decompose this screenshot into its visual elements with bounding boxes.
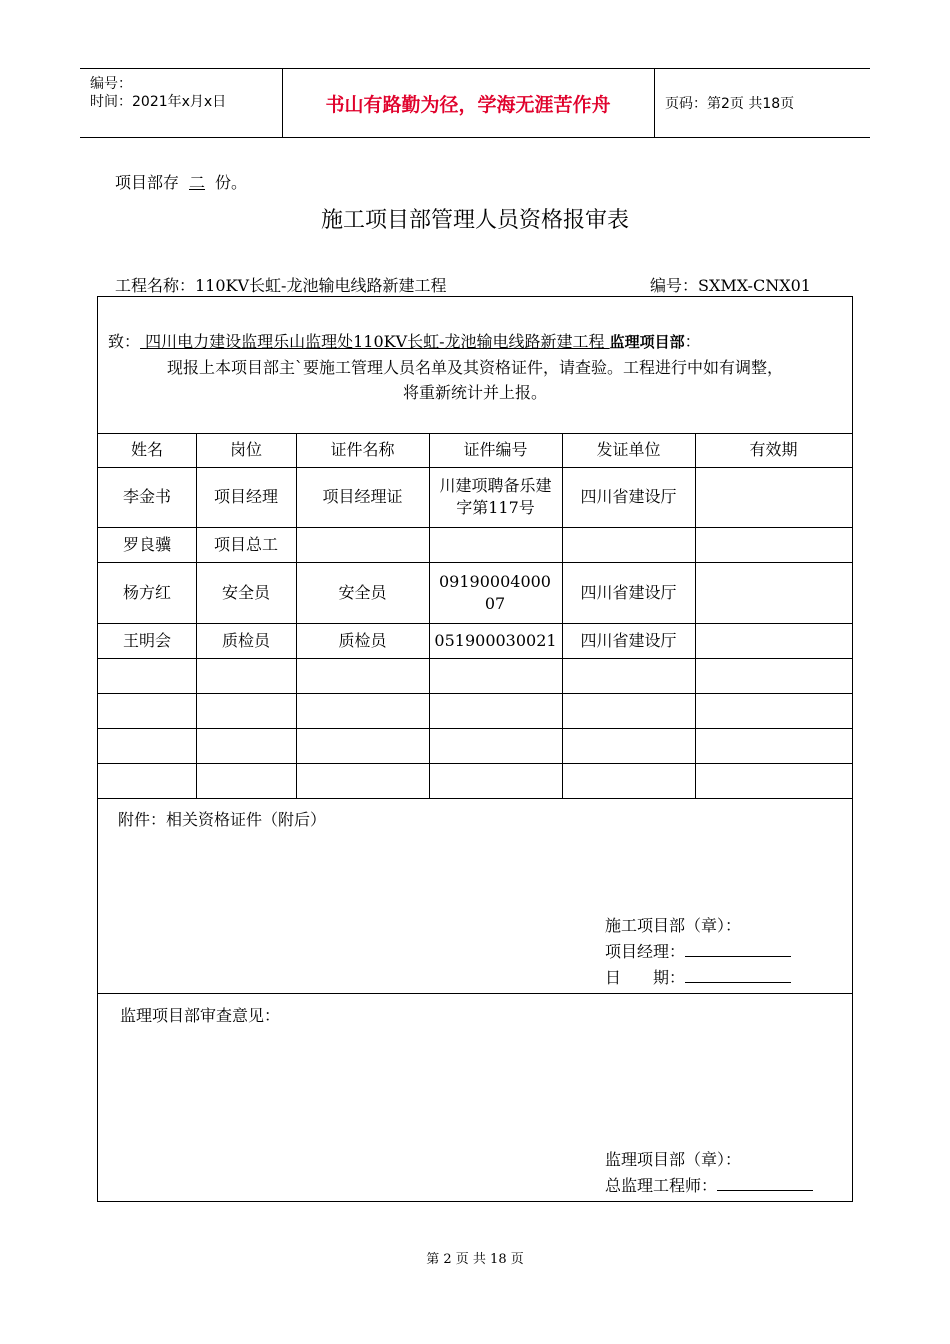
review-engineer-line	[605, 1173, 813, 1199]
divider	[98, 993, 852, 994]
page-footer: 第 2 页 共 18 页	[426, 1252, 524, 1267]
header-cell-cert-name: 证件名称	[330, 440, 395, 459]
copies-suffix: 份。	[215, 173, 248, 192]
table-cell: 安全员	[221, 582, 270, 602]
review-signature-block	[605, 1147, 813, 1199]
addressee-body-line2: 将重新统计并上报。	[402, 383, 547, 402]
table-cell: 安全员	[338, 582, 387, 602]
addressee-line	[108, 329, 701, 352]
addressee-colon: ：	[684, 332, 701, 351]
header-left	[80, 69, 283, 137]
table-cell	[695, 623, 852, 658]
divider	[429, 433, 430, 798]
table-cell	[429, 527, 562, 562]
contractor-signature-block	[605, 913, 791, 991]
divider	[98, 763, 852, 764]
project-name: 工程名称：110KV长虹-龙池输电线路新建工程	[115, 276, 447, 295]
header-cell-validity: 有效期	[749, 440, 798, 459]
divider	[98, 658, 852, 659]
contractor-date-label: 日 期：	[605, 968, 686, 987]
divider	[98, 693, 852, 694]
table-cell	[296, 527, 429, 562]
copies-value: 二	[189, 173, 206, 192]
addressee-recipient: 四川电力建设监理乐山监理处110KV长虹-龙池输电线路新建工程	[140, 332, 610, 351]
addressee-prefix: 致：	[108, 332, 141, 351]
contractor-manager-line	[605, 939, 791, 965]
number-label: 编号：	[90, 76, 132, 92]
copies-prefix: 项目部存	[115, 173, 180, 192]
contractor-manager-label: 项目经理：	[605, 942, 686, 961]
table-cell	[695, 562, 852, 623]
table-cell: 罗良骥	[122, 534, 171, 554]
attachment-note: 附件：相关资格证件（附后）	[118, 810, 327, 829]
header-cell-name: 姓名	[130, 440, 163, 459]
table-cell: 051900030021	[434, 630, 557, 650]
addressee-body-line1: 现报上本项目部主`要施工管理人员名单及其资格证件，请查验。工程进行中如有调整，	[166, 358, 783, 377]
table-cell: 项目经理证	[322, 487, 403, 506]
review-engineer-label: 总监理工程师：	[605, 1176, 718, 1195]
manager-signature-field[interactable]	[685, 940, 791, 957]
table-cell: 项目经理	[213, 487, 278, 506]
table-cell: 质检员	[221, 630, 270, 650]
table-cell	[695, 527, 852, 562]
divider	[98, 798, 852, 799]
date-field[interactable]	[685, 966, 791, 983]
project-number: 编号：SXMX-CNX01	[650, 276, 811, 295]
review-label: 监理项目部审查意见：	[120, 1006, 281, 1025]
copies-line	[115, 170, 247, 193]
table-cell: 李金书	[122, 487, 171, 506]
table-cell: 四川省建设厅	[580, 630, 677, 650]
header-cell-position: 岗位	[229, 440, 262, 459]
header-cell-cert-number: 证件编号	[463, 440, 528, 459]
page-header	[80, 68, 870, 138]
table-cell: 质检员	[338, 630, 387, 650]
header-cell-issuer: 发证单位	[596, 440, 661, 459]
addressee-body	[98, 355, 852, 405]
divider	[98, 728, 852, 729]
page-title: 施工项目部管理人员资格报审表	[320, 208, 629, 233]
review-dept: 监理项目部（章）：	[605, 1150, 742, 1169]
table-cell	[695, 467, 852, 527]
table-cell	[562, 527, 695, 562]
header-page-info: 页码：第2页 共18页	[665, 96, 795, 112]
engineer-signature-field[interactable]	[717, 1174, 813, 1191]
table-cell: 杨方红	[122, 582, 171, 602]
header-motto: 书山有路勤为径，学海无涯苦作舟	[282, 69, 655, 137]
table-cell: 0919000400007	[439, 571, 551, 613]
table-cell: 川建项聘备乐建字第117号	[439, 476, 552, 517]
contractor-dept: 施工项目部（章）：	[605, 916, 742, 935]
table-cell: 王明会	[122, 630, 171, 650]
date-label: 时间：2021年x月x日	[90, 94, 227, 110]
table-cell: 项目总工	[213, 534, 278, 554]
addressee-dept: 监理项目部	[609, 333, 685, 351]
contractor-date-line	[605, 965, 791, 991]
table-cell: 四川省建设厅	[580, 487, 677, 506]
table-cell: 四川省建设厅	[580, 582, 677, 602]
form-table	[97, 296, 853, 1202]
